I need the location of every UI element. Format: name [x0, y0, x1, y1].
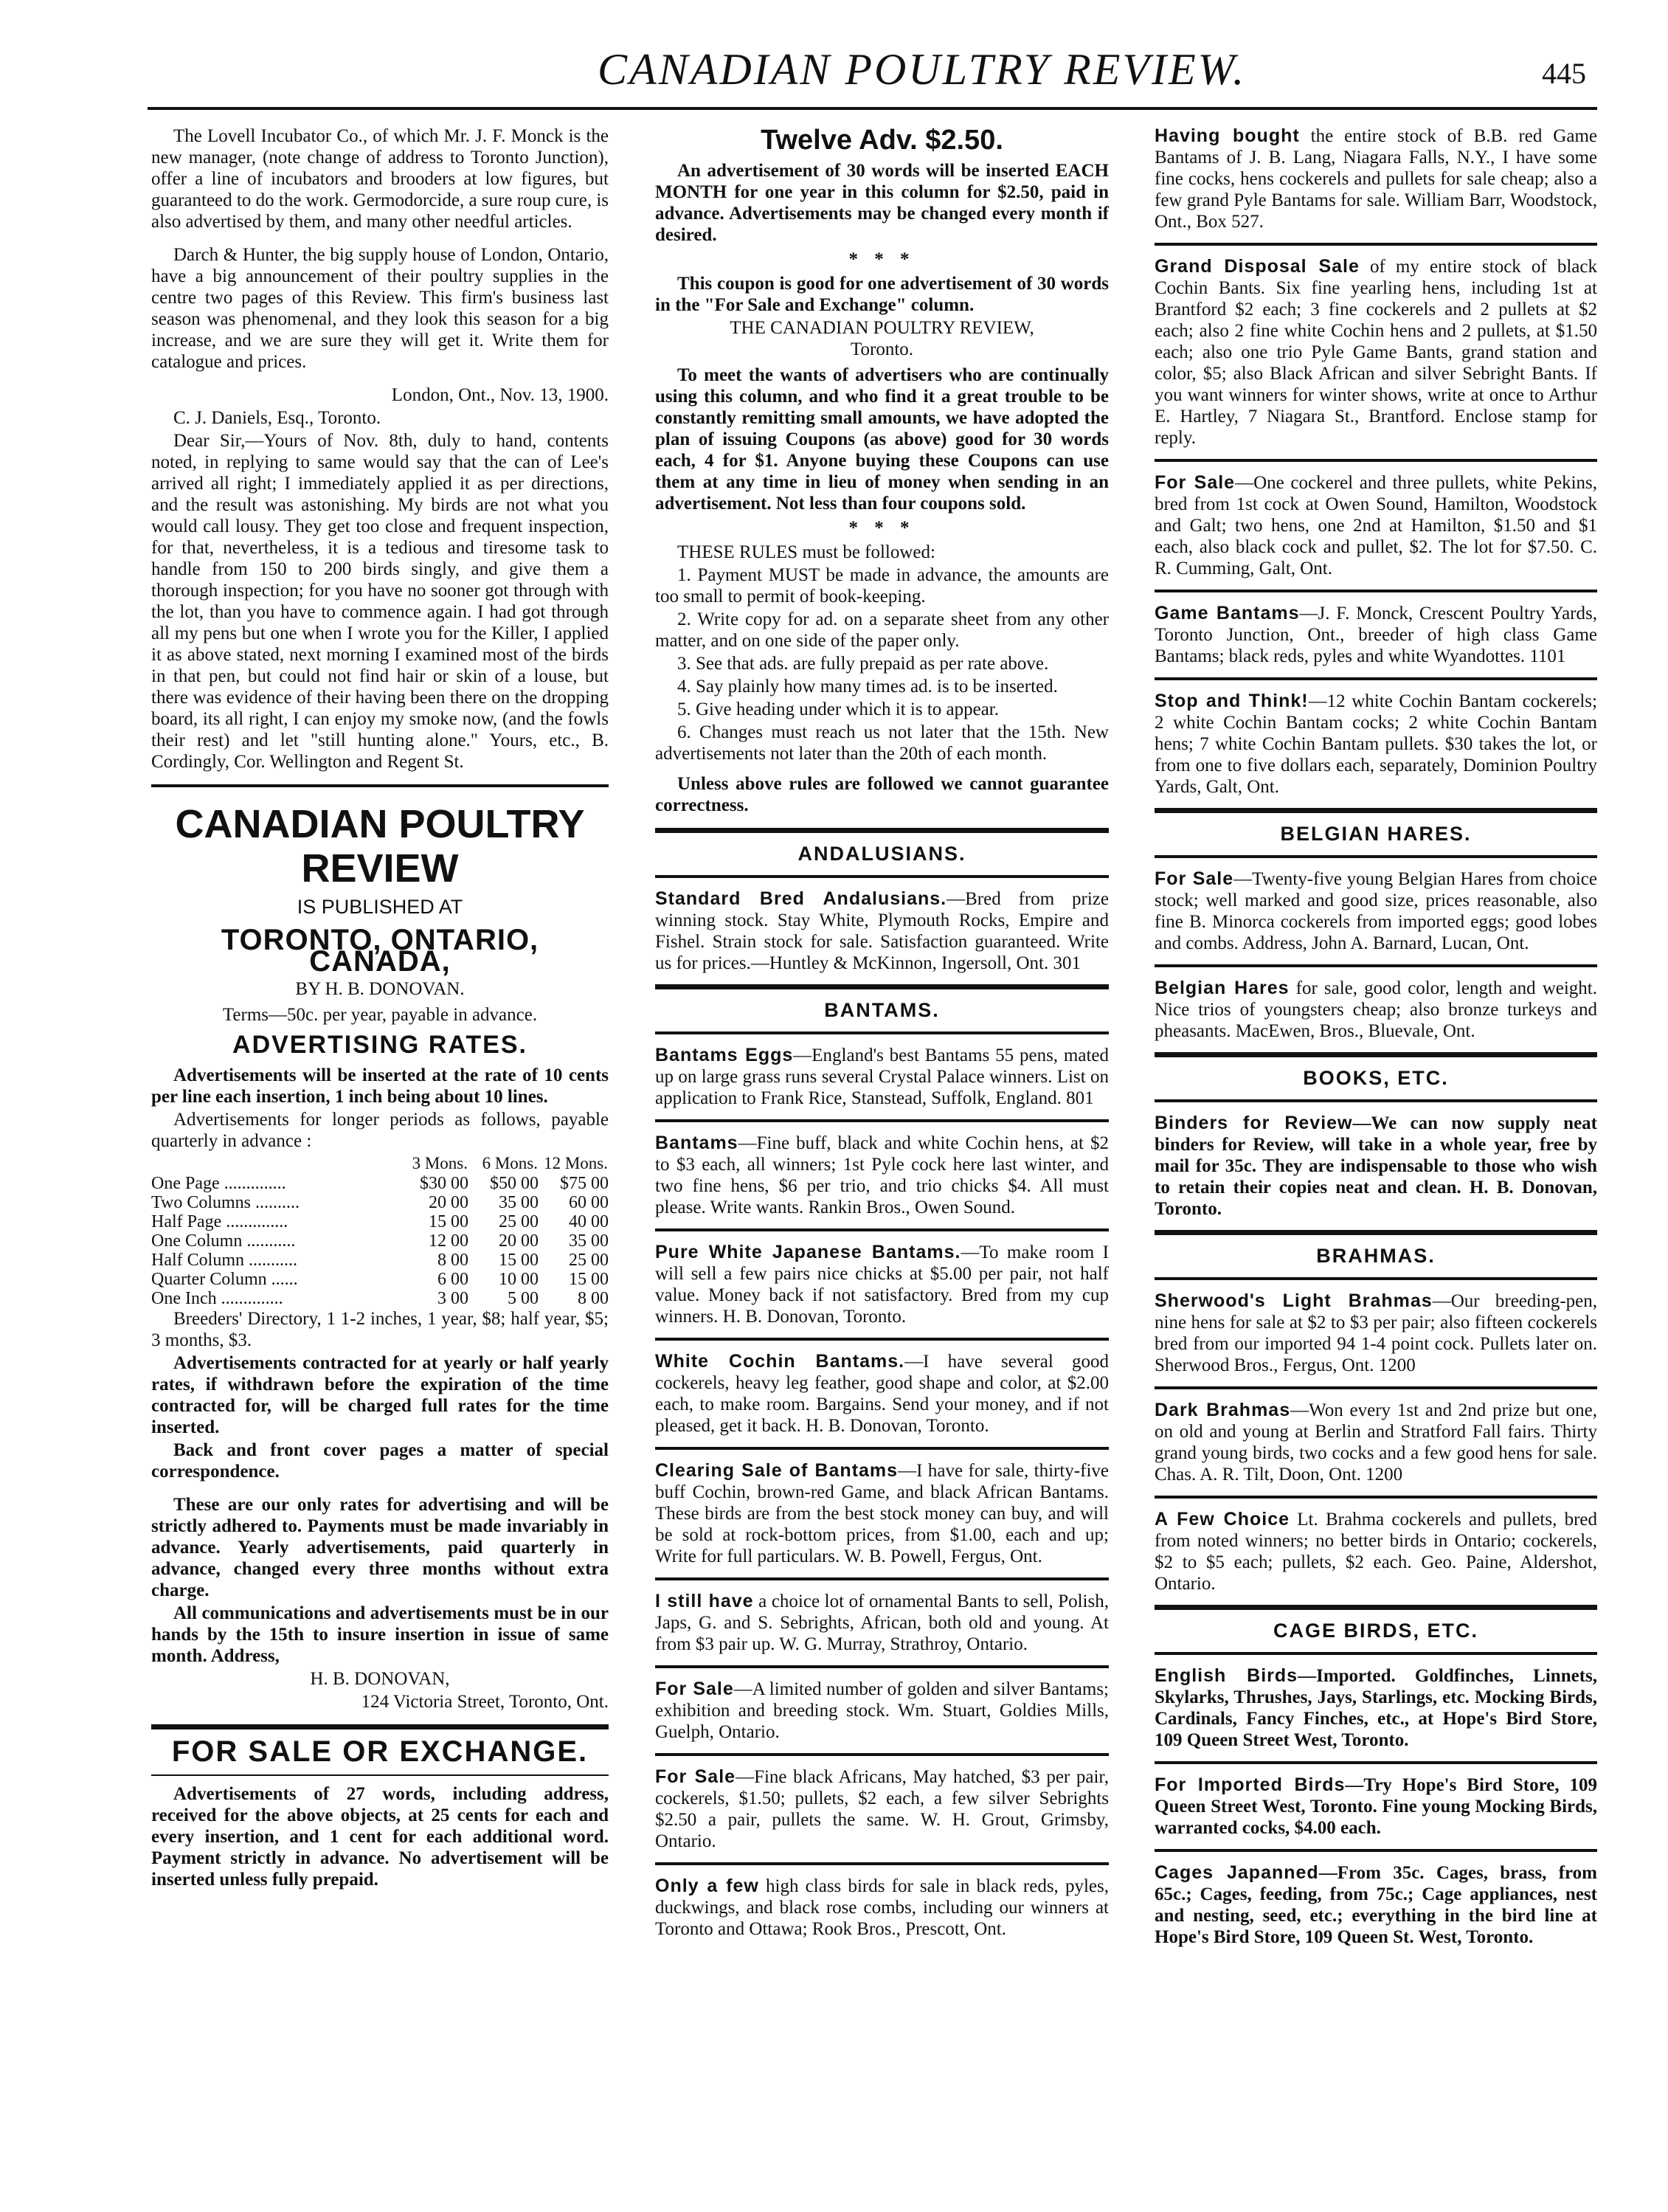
- classified-ad: [655, 1591, 1109, 1655]
- section-heading-andalusians: ANDALUSIANS.: [797, 843, 966, 865]
- table-row: [151, 1289, 609, 1308]
- divider: [655, 1577, 1109, 1580]
- ad-lead: Game Bantams: [1155, 603, 1300, 623]
- for-sale-exchange-body: Advertisements of 27 words, including address, received for the above objects, at 25 cents for each and every insertion, and 1 cent for each additional word. Payment strictly in advance. No advertisement will be inserted unless fully prepaid.: [151, 1784, 609, 1890]
- classified-ad: [1155, 1509, 1597, 1594]
- ornament-stars: * * *: [848, 518, 916, 538]
- ad-text: —Fine buff, black and white Cochin hens, at $2 to $3 each, all winners; 1st Pyle cock here last winter, and two fine hens, $6 per trio, and trio chicks $4. All must please. Write wants. Rankin Bros., Owen Sound.: [655, 1133, 1109, 1217]
- divider: [655, 1119, 1109, 1122]
- darch-paragraph: Darch & Hunter, the big supply house of London, Ontario, have a big announcement of their poultry supplies in the centre two pages of this Review. This firm's business last season was phenomenal, and they look this season for a big increase, and we are sure they will get it. Write them for catalogue and prices.: [151, 245, 609, 372]
- divider: [655, 984, 1109, 989]
- ad-text: —One cockerel and three pullets, white Pekins, bred from 1st cock at Owen Sound, Hamilton, Woodstock and Galt; two hens, one 2nd at Hamilton, $1.50 and $1 each, also black cock and pullet, $2. The lot for $7.50. C. R. Cumming, Galt, Ont.: [1155, 473, 1597, 578]
- rate-label: One Inch ..............: [151, 1289, 283, 1308]
- list-item: 3. See that ads. are fully prepaid as per rate above.: [677, 654, 1049, 674]
- ad-lead: Belgian Hares: [1155, 978, 1290, 998]
- ad-lead: Cages Japanned: [1155, 1862, 1319, 1883]
- ornament-stars: * * *: [848, 249, 916, 269]
- masthead-title: CANADIAN POULTRY REVIEW: [175, 802, 585, 891]
- rate-value: 12 00: [429, 1231, 468, 1251]
- subscription-terms: Terms—50c. per year, payable in advance.: [222, 1005, 538, 1025]
- ad-lead: Only a few: [655, 1876, 759, 1896]
- coupon-text: This coupon is good for one advertisement of 30 words in the "For Sale and Exchange" column.: [655, 274, 1109, 315]
- classified-ad: [655, 1133, 1109, 1218]
- divider: [1155, 1052, 1597, 1057]
- ad-lead: For Sale: [655, 1766, 736, 1787]
- divider: [1155, 964, 1597, 967]
- coupon-city: Toronto.: [850, 339, 914, 359]
- cover-pages: Back and front cover pages a matter of special correspondence.: [151, 1440, 609, 1482]
- divider: [1155, 1652, 1597, 1655]
- ad-text: —A limited number of golden and silver Bantams; exhibition and breeding stock. Wm. Stuart, Goldies Mills, Guelph, Ontario.: [655, 1679, 1109, 1742]
- ad-text: —Won every 1st and 2nd prize but one, on old and young at Berlin and Stratford Fall fairs. Thirty grand young birds, two cocks and a few good hens for sale. Chas. A. R. Tilt, Doon, Ont. 1200: [1155, 1400, 1598, 1485]
- classified-ad: [655, 1876, 1109, 1940]
- divider: [1155, 459, 1597, 462]
- letter-body: Dear Sir,—Yours of Nov. 8th, duly to hand, contents noted, in replying to same would say that the can of Lee's arrived all right; I immediately applied it as per directions, and the result was astonishing. My birds are not what you would call lousy. They get too close and frequent inspection, for that, nevertheless, it is a tedious and tiresome task to handle from 150 to 200 birds singly, and give them a thorough inspection; for you have no sooner got through with the lot, than you have to commence again. I had got through all my pens but one when I wrote you for the Killer, I applied it as above stated, next morning I examined most of the birds in that pen, but could not find hair or skin of a louse, but there was evidence of their having been there on the dropping board, its all right, I can enjoy my smoke now, (and the fowls their rest) and let "still hunting alone." Yours, etc., B. Cordingly, Cor. Wellington and Regent St.: [151, 431, 609, 772]
- rates-table: [151, 1153, 609, 1308]
- masthead-place: TORONTO, ONTARIO, CANADA,: [221, 924, 539, 978]
- divider: [655, 1031, 1109, 1034]
- unless-note: Unless above rules are followed we cannot guarantee correctness.: [655, 774, 1109, 815]
- ad-lead: White Cochin Bantams.: [655, 1351, 905, 1372]
- rate-label: Two Columns ..........: [151, 1193, 300, 1212]
- ad-text: a choice lot of ornamental Bants to sell, Polish, Japs, G. and S. Sebrights, African, both old and young. At from $3 pair up. W. G. Murray, Strathroy, Ontario.: [655, 1591, 1109, 1654]
- rate-label: Half Page ..............: [151, 1212, 288, 1231]
- ad-text: —J. F. Monck, Crescent Poultry Yards, Toronto Junction, Ont., breeder of high class Game Bantams; black reds, pyles and white Wyandottes. 1101: [1155, 604, 1597, 666]
- classified-ad: [1155, 1290, 1597, 1376]
- ad-lead: For Sale: [1155, 868, 1234, 889]
- divider: [655, 1447, 1109, 1450]
- rates-intro: Advertisements will be inserted at the rate of 10 cents per line each insertion, 1 inch being about 10 lines.: [151, 1065, 609, 1107]
- divider: [655, 875, 1109, 878]
- ad-lead: Stop and Think!: [1155, 691, 1309, 711]
- divider: [1155, 677, 1597, 680]
- only-rates: These are our only rates for advertising and will be strictly adhered to. Payments must be made invariably in advance. Yearly advertisements, paid quarterly in advance, changed every three months without extra charge.: [151, 1495, 609, 1600]
- divider: [151, 1774, 609, 1776]
- middle-column: [655, 125, 1109, 1943]
- ad-text: for sale, good color, length and weight. Nice trios of youngsters cheap; also bronze turkeys and pheasants. MacEwen, Bros., Bluevale, Ont.: [1155, 978, 1597, 1041]
- ad-text: —12 white Cochin Bantam cockerels; 2 white Cochin Bantam cocks; 2 white Cochin Bantam hens; 7 white Cochin Bantam pullets. $30 takes the lot, or from one to five dollars each, separately, Dominion Poultry Yards, Galt, Ont.: [1155, 691, 1597, 797]
- rate-value: 6 00: [437, 1270, 468, 1289]
- rates-col-header: 6 Mons.: [482, 1154, 538, 1172]
- divider: [1155, 855, 1597, 858]
- coupon-publisher: THE CANADIAN POULTRY REVIEW,: [730, 318, 1034, 338]
- ad-text: —Fine black Africans, May hatched, $3 per pair, cockerels, $1.50; pullets, $2 each, a few silver Sebrights $2.50 a pair, pullets the same. W. H. Grout, Grimsby, Ontario.: [655, 1767, 1110, 1851]
- list-item: 6. Changes must reach us not later that the 15th. New advertisements not later than the 20th of each month.: [655, 722, 1109, 764]
- communications: All communications and advertisements must be in our hands by the 15th to insure insertion in issue of same month. Address,: [151, 1603, 609, 1666]
- rate-value: 25 00: [499, 1212, 539, 1231]
- ad-lead: Pure White Japanese Bantams.: [655, 1242, 961, 1262]
- section-heading-books: BOOKS, ETC.: [1303, 1067, 1449, 1089]
- rate-value: 35 00: [499, 1193, 539, 1212]
- list-item: 5. Give heading under which it is to appear.: [677, 699, 999, 719]
- divider: [1155, 1099, 1597, 1102]
- signature-address: 124 Victoria Street, Toronto, Ont.: [361, 1692, 609, 1712]
- divider: [1155, 590, 1597, 592]
- classified-ad: [1155, 691, 1597, 798]
- classified-ad: [1155, 472, 1597, 579]
- ad-text: —We can now supply neat binders for Review, will take in a whole year, free by mail for 35c. They are indispensable to those who wish to retain their copies neat and clean. H. B. Donovan, Toronto.: [1155, 1113, 1598, 1219]
- rate-value: 5 00: [508, 1289, 539, 1308]
- rate-value: 3 00: [437, 1289, 468, 1308]
- classified-ad: [1155, 256, 1597, 449]
- twelve-adv-body: An advertisement of 30 words will be inserted EACH MONTH for one year in this column for $2.50, paid in advance. Advertisements may be changed every month if desired.: [655, 161, 1109, 245]
- rate-value: 15 00: [499, 1251, 539, 1270]
- publisher-by: BY H. B. DONOVAN.: [295, 979, 465, 999]
- ad-lead: I still have: [655, 1591, 754, 1611]
- classified-ad: [655, 1460, 1109, 1567]
- list-item: 2. Write copy for ad. on a separate sheet from any other matter, and on one side of the paper only.: [655, 609, 1109, 651]
- classified-ad: [1155, 1862, 1597, 1948]
- section-heading-bantams: BANTAMS.: [824, 999, 940, 1021]
- ad-text: of my entire stock of black Cochin Bants. Six fine yearling hens, including 1st at Brantford $2 each; 3 fine cockerels and 2 pullets at $2 each; also 2 fine white Cochin hens and 2 pullets, at $1.50 each; also one trio Pyle Game Bants, grand station and color, $5; also Black African and silver Sebright Bants. If you want winners for winter shows, write at once to Arthur E. Hartley, 7 Niagara St., Brantford. Enclose stamp for reply.: [1155, 257, 1597, 448]
- classified-ad: [655, 1242, 1109, 1327]
- meet-wants: To meet the wants of advertisers who are continually using this column, and who find it a great trouble to be constantly remitting small amounts, we have adopted the plan of issuing Coupons (as above) good for 30 words each, 4 for $1. Anyone buying these Coupons can use them at any time in lieu of money when sending in an advertisement. Not less than four coupons sold.: [655, 365, 1109, 514]
- ad-lead: Binders for Review: [1155, 1113, 1353, 1133]
- ad-lead: Standard Bred Andalusians.: [655, 888, 947, 909]
- ad-lead: Dark Brahmas: [1155, 1400, 1291, 1420]
- ad-lead: Bantams Eggs: [655, 1045, 794, 1065]
- rules-list: [655, 564, 1109, 764]
- section-heading-belgian-hares: BELGIAN HARES.: [1280, 823, 1472, 845]
- for-sale-exchange-heading: FOR SALE OR EXCHANGE.: [171, 1735, 589, 1768]
- divider: [1155, 1386, 1597, 1389]
- divider: [1155, 1277, 1597, 1280]
- rates-table-header: [151, 1153, 609, 1174]
- ad-lead: For Imported Birds: [1155, 1774, 1346, 1795]
- table-row: [151, 1231, 609, 1251]
- table-row: [151, 1193, 609, 1212]
- ad-text: —England's best Bantams 55 pens, mated up on large grass runs several Crystal Palace winners. List on application to Frank Rice, Stanstead, Suffolk, England. 801: [655, 1045, 1109, 1108]
- ad-text: —I have for sale, thirty-five buff Cochin, brown-red Game, and black African Bantams. These birds are from the best stock money can buy, and will be sold at rock-bottom prices, from $1.00, each and up; Write for full particulars. W. B. Powell, Fergus, Ont.: [655, 1461, 1110, 1566]
- rate-value: 40 00: [569, 1212, 609, 1231]
- rates-col-header: 12 Mons.: [544, 1154, 608, 1172]
- classified-ad: [1155, 868, 1597, 954]
- ad-text: —I have several good cockerels, heavy leg feather, good shape and color, at $2.00 each, to make room. Bargains. Send your money, and if not pleased, get it back. H. B. Donovan, Toronto.: [655, 1352, 1109, 1436]
- ad-lead: Clearing Sale of Bantams: [655, 1460, 899, 1481]
- left-column: [151, 125, 609, 1902]
- rate-label: Quarter Column ......: [151, 1270, 298, 1289]
- published-at: IS PUBLISHED AT: [297, 896, 463, 918]
- ad-text: Lt. Brahma cockerels and pullets, bred from noted winners; no better birds in Ontario; cockerels, $2 to $5 each; pullets, $2 each. Geo. Paine, Aldershot, Ontario.: [1155, 1510, 1597, 1594]
- rate-label: One Column ...........: [151, 1231, 296, 1251]
- rate-value: 8 00: [437, 1251, 468, 1270]
- rate-value: 15 00: [429, 1212, 468, 1231]
- rate-value: $75 00: [560, 1174, 609, 1193]
- ad-lead: For Sale: [655, 1679, 734, 1699]
- ad-text: —Twenty-five young Belgian Hares from choice stock; well marked and good size, prices reasonable, also fine B. Minorca cockerels from imported eggs; good lobes and combs. Address, John A. Barnard, Lucan, Ont.: [1155, 869, 1597, 953]
- lovell-paragraph: The Lovell Incubator Co., of which Mr. J. F. Monck is the new manager, (note change of address to Toronto Junction), offer a line of incubators and brooders at low figures, but guaranteed to do the work. Germodorcide, a sure roup cure, is also advertised by them, and many other needful articles.: [151, 126, 609, 232]
- classified-ad: [1155, 978, 1597, 1042]
- ad-text: the entire stock of B.B. red Game Bantams of J. B. Lang, Niagara Falls, N.Y., I have some fine cocks, hens cockerels and pullets for sale cheap; also a few grand Pyle Bantams for sale. William Barr, Woodstock, Ont., Box 527.: [1155, 126, 1597, 232]
- classified-ad: [655, 1351, 1109, 1437]
- rate-value: 8 00: [578, 1289, 609, 1308]
- divider: [1155, 1849, 1597, 1852]
- divider: [655, 1338, 1109, 1341]
- divider: [1155, 808, 1597, 813]
- twelve-adv-heading: Twelve Adv. $2.50.: [761, 125, 1003, 156]
- classified-ad: [655, 1679, 1109, 1743]
- divider: [655, 1753, 1109, 1756]
- divider: [1155, 1605, 1597, 1610]
- ad-text: —Try Hope's Bird Store, 109 Queen Street West, Toronto. Fine young Mocking Birds, warranted cocks, $4.00 each.: [1155, 1775, 1597, 1838]
- divider: [655, 1665, 1109, 1668]
- classified-ad: [655, 1766, 1109, 1852]
- rate-value: 20 00: [429, 1193, 468, 1212]
- header-rule: [148, 107, 1597, 110]
- classified-ad: [1155, 1113, 1597, 1220]
- section-heading-brahmas: BRAHMAS.: [1316, 1245, 1436, 1267]
- ad-lead: English Birds: [1155, 1665, 1298, 1686]
- table-row: [151, 1212, 609, 1231]
- rate-value: 35 00: [569, 1231, 609, 1251]
- classified-ad: [655, 1045, 1109, 1109]
- divider: [655, 828, 1109, 833]
- rate-value: $50 00: [490, 1174, 539, 1193]
- right-column: [1155, 125, 1597, 1951]
- rate-label: Half Column ...........: [151, 1251, 297, 1270]
- signature-name: H. B. DONOVAN,: [310, 1669, 450, 1689]
- classified-ad: [1155, 603, 1597, 667]
- page-number: 445: [1542, 57, 1586, 90]
- ad-lead: Having bought: [1155, 125, 1300, 146]
- divider: [1155, 1496, 1597, 1499]
- ad-text: —From 35c. Cages, brass, from 65c.; Cages, feeding, from 75c.; Cage appliances, nest and nesting, seed, etc.; everything in the bird line at Hope's Bird Store, 109 Queen St. West, Toronto.: [1155, 1863, 1597, 1947]
- ad-lead: For Sale: [1155, 472, 1236, 493]
- ad-lead: A Few Choice: [1155, 1509, 1290, 1530]
- classified-ad: [655, 888, 1109, 974]
- rate-value: 15 00: [569, 1270, 609, 1289]
- rate-value: 60 00: [569, 1193, 609, 1212]
- divider: [655, 1228, 1109, 1231]
- list-item: 4. Say plainly how many times ad. is to be inserted.: [677, 677, 1058, 697]
- rate-value: $30 00: [420, 1174, 468, 1193]
- advertising-rates-heading: ADVERTISING RATES.: [232, 1031, 527, 1059]
- rate-value: 20 00: [499, 1231, 539, 1251]
- breeders-directory: Breeders' Directory, 1 1-2 inches, 1 year, $8; half year, $5; 3 months, $3.: [151, 1309, 609, 1350]
- ad-lead: Sherwood's Light Brahmas: [1155, 1290, 1433, 1311]
- ad-text: —Bred from prize winning stock. Stay White, Plymouth Rocks, Empire and Fishel. Strain stock for sale. Satisfaction guaranteed. Write us for prices.—Huntley & McKinnon, Ingersoll, Ont. 301: [655, 889, 1109, 973]
- list-item: 1. Payment MUST be made in advance, the amounts are too small to permit of book-keeping.: [655, 565, 1109, 606]
- rate-value: 10 00: [499, 1270, 539, 1289]
- table-row: [151, 1270, 609, 1289]
- table-row: [151, 1174, 609, 1193]
- divider: [655, 1862, 1109, 1865]
- journal-title: CANADIAN POULTRY REVIEW.: [598, 45, 1247, 94]
- section-heading-cage-birds: CAGE BIRDS, ETC.: [1273, 1620, 1479, 1642]
- ad-text: —To make room I will sell a few pairs nice chicks at $5.00 per pair, not half value. Money back if not satisfactory. Bred from my cup winners. H. B. Donovan, Toronto.: [655, 1242, 1109, 1327]
- divider: [151, 784, 609, 787]
- classified-ad: [1155, 1665, 1597, 1751]
- ad-text: —Imported. Goldfinches, Linnets, Skylarks, Thrushes, Jays, Starlings, etc. Mocking Birds, Cardinals, Fancy Finches, etc., at Hope's Bird Store, 109 Queen Street West, Toronto.: [1155, 1666, 1597, 1750]
- divider: [151, 1724, 609, 1729]
- ad-lead: Grand Disposal Sale: [1155, 256, 1360, 277]
- rate-label: One Page ..............: [151, 1174, 286, 1193]
- rate-value: 25 00: [569, 1251, 609, 1270]
- rules-intro: THESE RULES must be followed:: [677, 542, 935, 562]
- divider: [1155, 1761, 1597, 1764]
- divider: [1155, 1230, 1597, 1235]
- divider: [1155, 243, 1597, 246]
- ad-text: high class birds for sale in black reds, pyles, duckwings, and black rose combs, including our winners at Toronto and Ottawa; Rook Bros., Prescott, Ont.: [655, 1876, 1109, 1939]
- classified-ad: [1155, 1400, 1597, 1485]
- rates-longer: Advertisements for longer periods as follows, payable quarterly in advance :: [151, 1110, 609, 1151]
- ad-lead: Bantams: [655, 1133, 738, 1153]
- letter-addressee: C. J. Daniels, Esq., Toronto.: [173, 408, 381, 428]
- running-head: [148, 44, 1593, 111]
- rates-col-header: 3 Mons.: [412, 1154, 468, 1172]
- contracted-rates: Advertisements contracted for at yearly or half yearly rates, if withdrawn before the expiration of the time contracted for, will be charged full rates for the time inserted.: [151, 1353, 609, 1437]
- table-row: [151, 1251, 609, 1270]
- letter-dateline: London, Ont., Nov. 13, 1900.: [391, 385, 609, 405]
- classified-ad: [1155, 125, 1597, 232]
- classified-ad: [1155, 1774, 1597, 1839]
- ad-text: —Our breeding-pen, nine hens for sale at $2 to $3 per pair; also fifteen cockerels bred from our imported 94 1-4 point cock. Pullets later on. Sherwood Bros., Fergus, Ont. 1200: [1155, 1291, 1598, 1375]
